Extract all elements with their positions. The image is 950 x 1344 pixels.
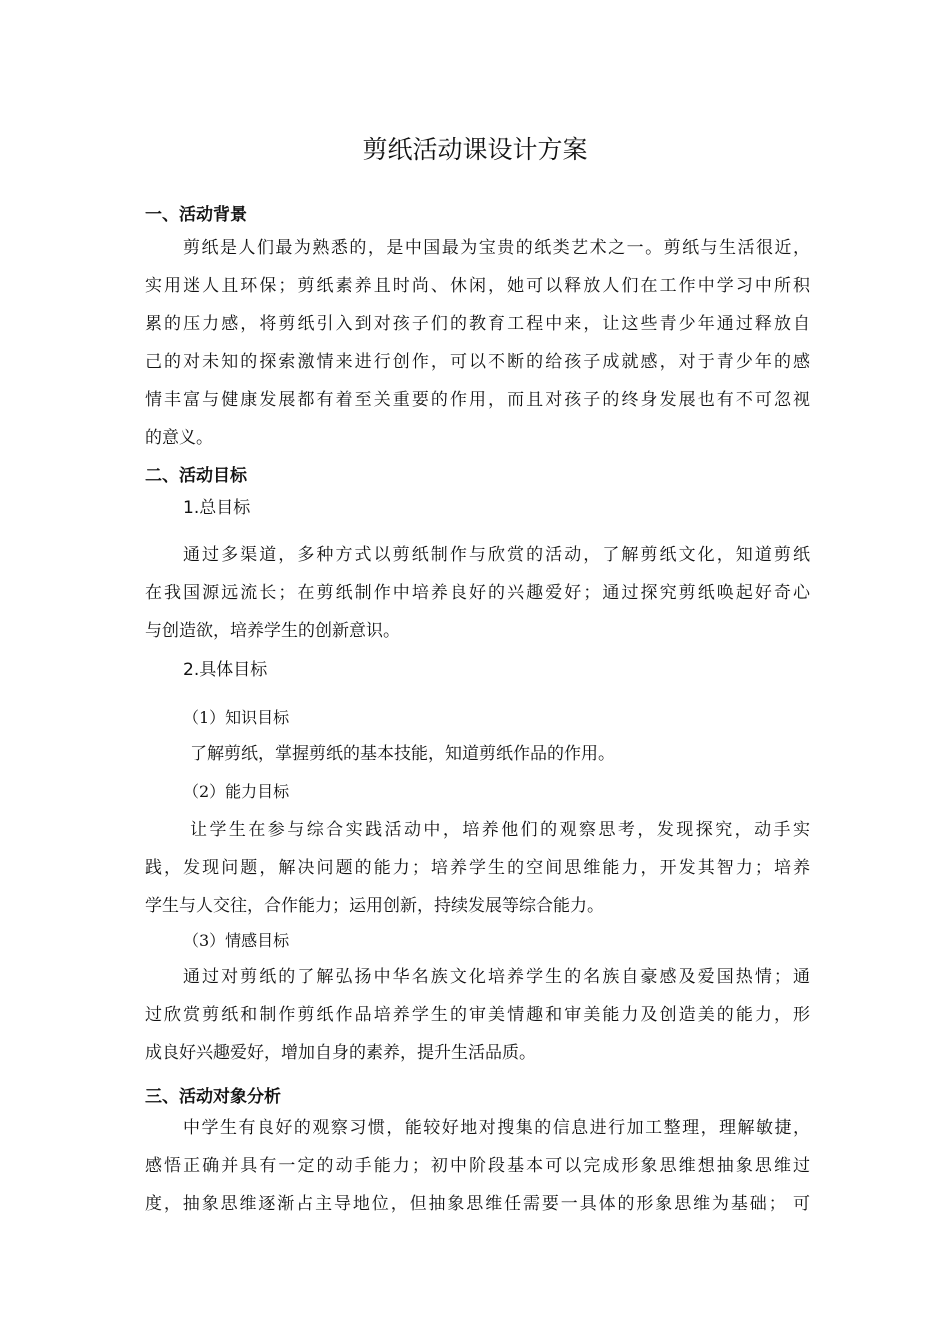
- paragraph-line: 践，发现问题，解决问题的能力；培养学生的空间思维能力，开发其智力；培养: [145, 858, 810, 878]
- section-heading-background: 一、活动背景: [145, 205, 247, 225]
- subheading-specific-goal: 2.具体目标: [183, 660, 268, 680]
- paragraph-line: 与创造欲，培养学生的创新意识。: [145, 621, 400, 641]
- paragraph-line: 通过对剪纸的了解弘扬中华名族文化培养学生的名族自豪感及爱国热情；通: [183, 967, 810, 987]
- paragraph-line: 让学生在参与综合实践活动中，培养他们的观察思考，发现探究，动手实: [190, 820, 810, 840]
- subheading-overall-goal: 1.总目标: [183, 498, 251, 518]
- paragraph-line: 在我国源远流长；在剪纸制作中培养良好的兴趣爱好；通过探究剪纸唤起好奇心: [145, 583, 810, 603]
- paragraph-line: 过欣赏剪纸和制作剪纸作品培养学生的审美情趣和审美能力及创造美的能力，形: [145, 1005, 810, 1025]
- section-heading-goals: 二、活动目标: [145, 466, 247, 486]
- section-heading-analysis: 三、活动对象分析: [145, 1087, 281, 1107]
- paragraph-line: 成良好兴趣爱好，增加自身的素养，提升生活品质。: [145, 1043, 536, 1063]
- paragraph-line: 了解剪纸，掌握剪纸的基本技能，知道剪纸作品的作用。: [190, 744, 615, 764]
- document-title: 剪纸活动课设计方案: [362, 135, 588, 164]
- paragraph-line: 通过多渠道，多种方式以剪纸制作与欣赏的活动，了解剪纸文化，知道剪纸: [183, 545, 810, 565]
- subheading-knowledge-goal: （1）知识目标: [183, 708, 290, 727]
- paragraph-line: 感悟正确并具有一定的动手能力；初中阶段基本可以完成形象思维想抽象思维过: [145, 1156, 810, 1176]
- subheading-emotion-goal: （3）情感目标: [183, 931, 290, 950]
- paragraph-line: 中学生有良好的观察习惯，能较好地对搜集的信息进行加工整理，理解敏捷，: [183, 1118, 810, 1138]
- paragraph-line: 剪纸是人们最为熟悉的，是中国最为宝贵的纸类艺术之一。剪纸与生活很近，: [183, 238, 810, 258]
- paragraph-line: 度，抽象思维逐渐占主导地位，但抽象思维任需要一具体的形象思维为基础； 可: [145, 1194, 810, 1214]
- paragraph-line: 学生与人交往，合作能力；运用创新，持续发展等综合能力。: [145, 896, 604, 916]
- paragraph-line: 情丰富与健康发展都有着至关重要的作用，而且对孩子的终身发展也有不可忽视: [145, 390, 810, 410]
- paragraph-line: 实用迷人且环保；剪纸素养且时尚、休闲，她可以释放人们在工作中学习中所积: [145, 276, 810, 296]
- paragraph-line: 己的对未知的探索激情来进行创作，可以不断的给孩子成就感，对于青少年的感: [145, 352, 810, 372]
- paragraph-line: 的意义。: [145, 428, 213, 448]
- paragraph-line: 累的压力感，将剪纸引入到对孩子们的教育工程中来，让这些青少年通过释放自: [145, 314, 810, 334]
- subheading-ability-goal: （2）能力目标: [183, 782, 290, 801]
